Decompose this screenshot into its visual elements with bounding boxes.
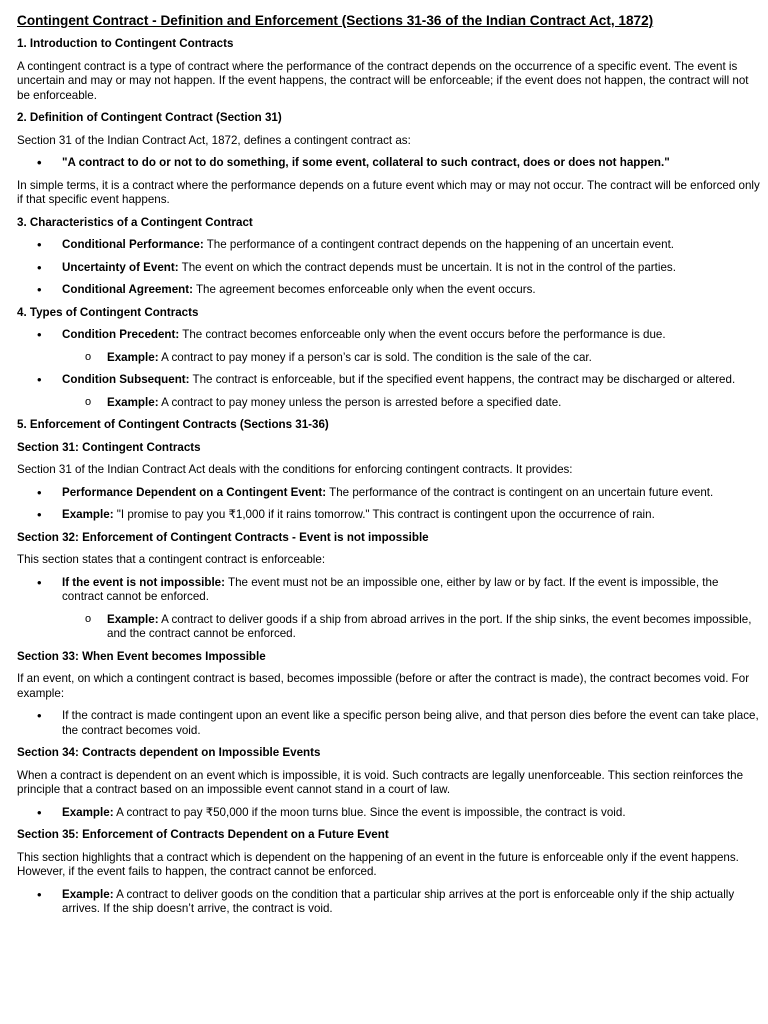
item-label: Example:: [62, 887, 114, 901]
paragraph-section-33: If an event, on which a contingent contract is based, becomes impossible (before or after the contract is made), the contract becomes void. For example:: [17, 672, 750, 700]
paragraph-section-31: Section 31 of the Indian Contract Act deals with the conditions for enforcing contingent contracts. It provides:: [17, 463, 573, 476]
sub-list-item: [17, 351, 761, 366]
characteristics-list: [17, 238, 761, 298]
example-label: Example:: [107, 350, 159, 364]
definition-quote: • "A contract to do or not to do something, if some event, collateral to such contract, does or does not happen.": [17, 156, 761, 171]
item-text: The event on which the contract depends must be uncertain. It is not in the control of the parties.: [178, 260, 676, 274]
section-32-list: [17, 576, 761, 642]
section-33-list: [17, 709, 761, 738]
item-label: Performance Dependent on a Contingent Event:: [62, 485, 327, 499]
list-item: [17, 806, 761, 821]
heading-section-35: Section 35: Enforcement of Contracts Dependent on a Future Event: [17, 828, 389, 841]
list-item: [17, 508, 761, 523]
section-31-list: [17, 486, 761, 523]
item-label: Conditional Agreement:: [62, 283, 193, 296]
list-item: [17, 261, 761, 276]
heading-section-32: Section 32: Enforcement of Contingent Contracts - Event is not impossible: [17, 530, 429, 544]
list-item: [17, 328, 761, 343]
item-text: The contract is enforceable, but if the specified event happens, the contract may be discharged or altered.: [189, 373, 736, 386]
heading-types: 4. Types of Contingent Contracts: [17, 305, 199, 319]
item-text: The event must not be an impossible one, either by law or by fact. If the event is impossible, the contract cannot be enforced.: [62, 575, 719, 603]
heading-section-34: Section 34: Contracts dependent on Impossible Events: [17, 746, 321, 759]
paragraph-definition-explained: In simple terms, it is a contract where the performance depends on a future event which may or may not occur. The contract will be enforced only if that specific event happens.: [17, 178, 760, 206]
paragraph-section-32: This section states that a contingent contract is enforceable:: [17, 553, 326, 566]
item-text: "I promise to pay you ₹1,000 if it rains tomorrow." This contract is contingent upon the occurrence of rain.: [113, 508, 655, 521]
paragraph-introduction: A contingent contract is a type of contract where the performance of the contract depends on the occurrence of a specific event. The event is uncertain and may or may not happen. If the event happens, the contract will be enforceable; if the event does not happen, the contract will not be enforceable.: [17, 59, 749, 102]
heading-definition: 2. Definition of Contingent Contract (Section 31): [17, 111, 282, 124]
paragraph-definition: Section 31 of the Indian Contract Act, 1872, defines a contingent contract as:: [17, 133, 411, 147]
list-item: [17, 888, 761, 917]
list-item: [17, 283, 761, 298]
item-label: Conditional Performance:: [62, 238, 204, 251]
list-item: [17, 576, 761, 605]
item-text: The performance of a contingent contract depends on the happening of an uncertain event.: [203, 238, 675, 251]
section-35-list: [17, 888, 761, 917]
sub-list-item: [17, 396, 761, 411]
section-34-list: [17, 806, 761, 821]
item-label: Condition Precedent:: [62, 328, 180, 341]
paragraph-section-35: This section highlights that a contract which is dependent on the happening of an event in the future is enforceable only if the event happens. However, if the event fails to happen, the contract cannot be enforced.: [17, 850, 739, 878]
item-text: The contract becomes enforceable only when the event occurs before the performance is due.: [179, 328, 666, 341]
sub-list-item: [17, 613, 761, 642]
item-label: If the event is not impossible:: [62, 575, 225, 589]
example-text: A contract to pay money unless the person is arrested before a specified date.: [158, 395, 562, 409]
item-label: Example:: [62, 508, 114, 521]
item-text: A contract to deliver goods on the condition that a particular ship arrives at the port is enforceable only if the ship actually arrives. If the ship doesn’t arrive, the contract is void.: [62, 887, 735, 915]
item-label: Example:: [62, 805, 114, 819]
document-body: [17, 12, 761, 925]
heading-characteristics: 3. Characteristics of a Contingent Contract: [17, 215, 253, 229]
paragraph-section-34: When a contract is dependent on an event which is impossible, it is void. Such contracts are legally unenforceable. This section reinforces the principle that a contract based on an impossible event cannot stand in a court of law.: [17, 768, 744, 796]
heading-section-33: Section 33: When Event becomes Impossible: [17, 649, 266, 663]
heading-introduction: 1. Introduction to Contingent Contracts: [17, 37, 234, 50]
types-list: [17, 328, 761, 410]
heading-enforcement: 5. Enforcement of Contingent Contracts (Sections 31-36): [17, 418, 329, 431]
example-label: Example:: [107, 395, 159, 409]
list-item: [17, 373, 761, 388]
item-label: Uncertainty of Event:: [62, 260, 179, 274]
list-item: [17, 486, 761, 501]
item-text: The agreement becomes enforceable only when the event occurs.: [192, 283, 536, 296]
example-text: A contract to pay money if a person’s car is sold. The condition is the sale of the car.: [158, 350, 592, 364]
item-text: A contract to pay ₹50,000 if the moon turns blue. Since the event is impossible, the contract is void.: [113, 805, 626, 819]
item-text: The performance of the contract is contingent on an uncertain future event.: [326, 485, 714, 499]
list-item: • If the contract is made contingent upon an event like a specific person being alive, and that person dies before the event can take place, the contract becomes void.: [17, 709, 761, 738]
list-item: [17, 238, 761, 253]
document-title: Contingent Contract - Definition and Enforcement (Sections 31-36 of the Indian Contract Act, 1872): [17, 13, 654, 28]
definition-list: [17, 156, 761, 171]
heading-section-31: Section 31: Contingent Contracts: [17, 440, 201, 454]
item-label: Condition Subsequent:: [62, 373, 190, 386]
example-text: A contract to deliver goods if a ship from abroad arrives in the port. If the ship sinks, the event becomes impossible, and the contract cannot be enforced.: [107, 612, 752, 640]
example-label: Example:: [107, 612, 159, 626]
